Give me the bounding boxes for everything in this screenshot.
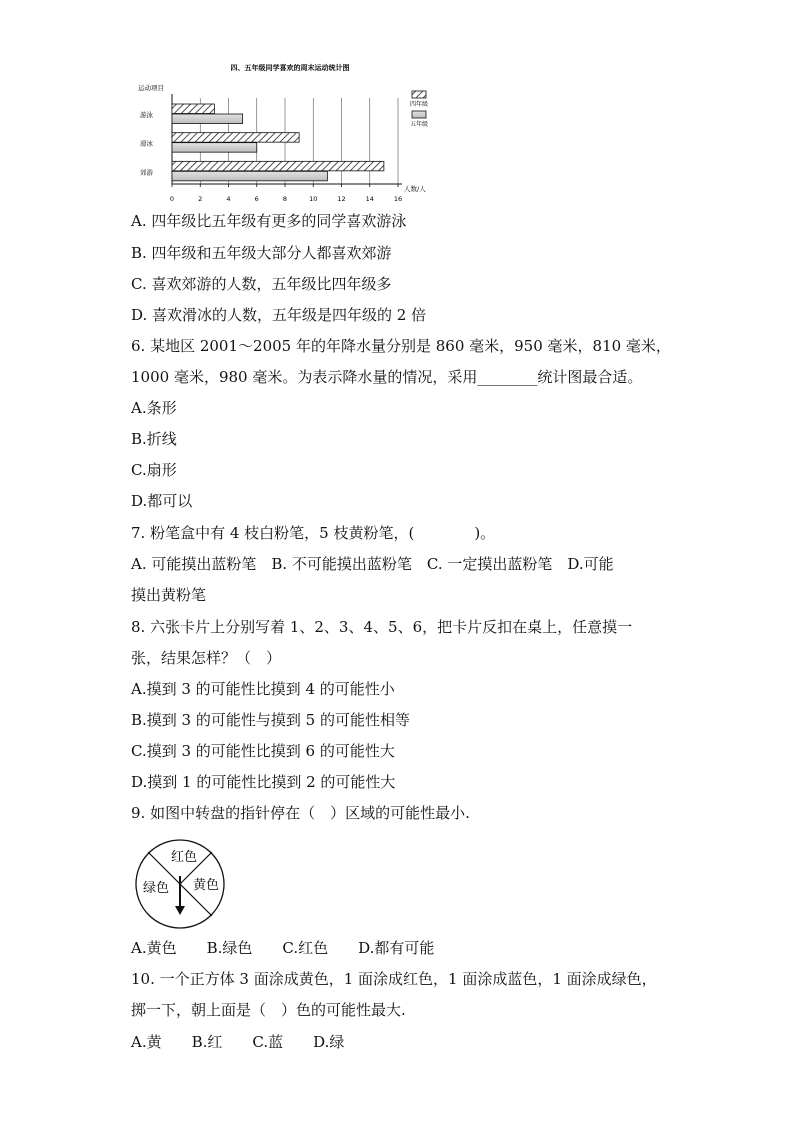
text-line: C.摸到 3 的可能性比摸到 6 的可能性大 <box>131 742 395 760</box>
x-tick-label: 4 <box>226 195 231 203</box>
text-line: D.摸到 1 的可能性比摸到 2 的可能性大 <box>131 773 396 791</box>
text-line: C. 喜欢郊游的人数，五年级比四年级多 <box>131 275 392 293</box>
x-tick-label: 6 <box>254 195 259 203</box>
text-line: 6. 某地区 2001～2005 年的年降水量分别是 860 毫米，950 毫米，810 毫米， <box>131 337 671 355</box>
bar-grade5-1 <box>172 143 257 153</box>
text-line: 摸出黄粉笔 <box>131 586 207 604</box>
bar-grade4-0 <box>172 104 214 114</box>
text-line: D.都可以 <box>131 492 193 510</box>
legend-label: 四年级 <box>409 101 429 108</box>
spinner-diagram <box>134 838 226 930</box>
text-line: A.条形 <box>131 399 177 417</box>
chart-title: 四、五年级同学喜欢的周末运动统计图 <box>230 64 350 72</box>
text-line: 张，结果怎样？（ ） <box>131 649 282 667</box>
y-category-label: 滑冰 <box>140 139 153 148</box>
bar-grade4-1 <box>172 133 299 143</box>
text-line: A.摸到 3 的可能性比摸到 4 的可能性小 <box>131 680 395 698</box>
x-tick-label: 2 <box>198 195 203 203</box>
text-line: A. 四年级比五年级有更多的同学喜欢游泳 <box>131 212 407 230</box>
text-line: C.扇形 <box>131 461 177 479</box>
y-axis-label: 运动项目 <box>138 84 164 92</box>
spinner-label-yellow: 黄色 <box>192 878 220 893</box>
text-line: A.黄 B.红 C.蓝 D.绿 <box>131 1033 345 1051</box>
x-tick-label: 0 <box>169 195 175 203</box>
text-line: B.摸到 3 的可能性与摸到 5 的可能性相等 <box>131 711 410 729</box>
legend-swatch <box>412 111 426 118</box>
x-tick-label: 10 <box>309 195 318 203</box>
text-line: 10. 一个正方体 3 面涂成黄色，1 面涂成红色，1 面涂成蓝色，1 面涂成绿色， <box>131 970 657 988</box>
text-line: B. 四年级和五年级大部分人都喜欢郊游 <box>131 244 392 262</box>
x-tick-label: 14 <box>365 195 374 203</box>
x-axis-label: 人数/人 <box>404 185 426 193</box>
bar-grade4-2 <box>172 161 384 171</box>
y-category-label: 游泳 <box>140 111 153 119</box>
x-tick-label: 12 <box>337 195 346 203</box>
legend-label: 五年级 <box>409 121 429 128</box>
x-tick-label: 16 <box>393 195 403 203</box>
bar-grade5-2 <box>172 171 327 181</box>
bar-chart-svg <box>130 58 450 208</box>
spinner-label-green: 绿色 <box>142 881 170 896</box>
x-tick-label: 8 <box>282 195 288 203</box>
spinner-svg <box>134 838 226 930</box>
spinner-label-red: 红色 <box>170 850 198 865</box>
bar-grade5-0 <box>172 114 243 124</box>
text-line: 9. 如图中转盘的指针停在（ ）区域的可能性最小. <box>131 804 470 822</box>
text-line: D. 喜欢滑冰的人数，五年级是四年级的 2 倍 <box>131 306 427 324</box>
text-line: B.折线 <box>131 430 177 448</box>
text-line: 7. 粉笔盒中有 4 枝白粉笔，5 枝黄粉笔，( )。 <box>131 524 496 542</box>
text-line: A. 可能摸出蓝粉笔 B. 不可能摸出蓝粉笔 C. 一定摸出蓝粉笔 D.可能 <box>131 555 614 573</box>
text-line: 8. 六张卡片上分别写着 1、2、3、4、5、6，把卡片反扣在桌上，任意摸一 <box>131 618 633 636</box>
bar-chart <box>130 58 450 208</box>
text-line: A.黄色 B.绿色 C.红色 D.都有可能 <box>131 939 435 957</box>
legend-swatch <box>412 91 426 98</box>
text-line: 1000 毫米，980 毫米。为表示降水量的情况，采用________统计图最合适。 <box>131 368 643 386</box>
y-category-label: 郊游 <box>140 168 153 177</box>
text-line: 掷一下，朝上面是（ ）色的可能性最大. <box>131 1001 406 1019</box>
